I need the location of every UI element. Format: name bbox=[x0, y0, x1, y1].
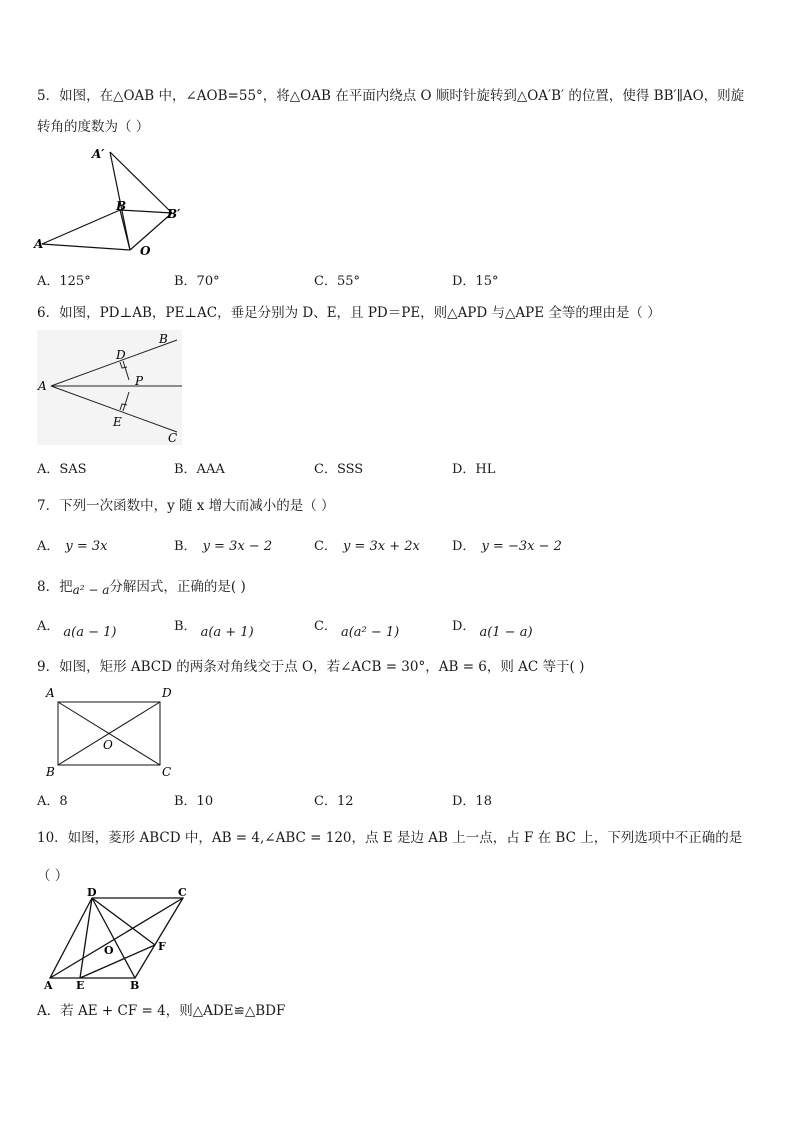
q8-option-a-letter: A． bbox=[37, 619, 60, 634]
q8-option-a bbox=[37, 615, 117, 640]
q7-option-a-formula: y = 3x bbox=[65, 539, 108, 554]
q8-option-d bbox=[452, 615, 533, 640]
q5-stem-line1: 5．如图，在△OAB 中，∠AOB=55°，将△OAB 在平面内绕点 O 顺时针旋转到△OA′B′ 的位置，使得 BB′∥AO，则旋 bbox=[37, 88, 745, 104]
q6-option-a: A．SAS bbox=[37, 462, 87, 477]
q7-option-d-letter: D． bbox=[452, 539, 476, 554]
q5-label-b-prime: B′ bbox=[167, 207, 181, 221]
q10-label-e: E bbox=[76, 979, 85, 992]
q5-label-a-prime: A′ bbox=[92, 147, 105, 161]
q8-option-c-letter: C． bbox=[314, 619, 337, 634]
q5-label-b: B bbox=[116, 199, 127, 213]
q10-label-b: B bbox=[130, 979, 140, 992]
q9-option-c: C．12 bbox=[314, 794, 354, 809]
q9-option-a: A．8 bbox=[37, 794, 68, 809]
q6-label-d: D bbox=[116, 348, 126, 362]
q9-label-c: C bbox=[162, 765, 172, 779]
q7-option-c bbox=[314, 535, 420, 554]
q6-option-b: B．AAA bbox=[174, 462, 225, 477]
q5-option-c: C．55° bbox=[314, 274, 360, 289]
q8-option-a-formula: a(a − 1) bbox=[63, 625, 117, 640]
q8-option-c bbox=[314, 615, 400, 640]
q5-option-b: B．70° bbox=[174, 274, 220, 289]
q10-stem-line2: （ ） bbox=[37, 868, 69, 884]
q7-option-d bbox=[452, 535, 562, 554]
q6-label-b: B bbox=[159, 332, 168, 346]
q9-option-b: B．10 bbox=[174, 794, 214, 809]
q10-figure bbox=[40, 888, 195, 993]
q7-option-b-formula: y = 3x − 2 bbox=[202, 539, 273, 554]
q5-label-a: A bbox=[34, 237, 44, 251]
q6-option-d: D．HL bbox=[452, 462, 496, 477]
q9-label-a: A bbox=[46, 686, 55, 700]
q10-stem-line1: 10．如图，菱形 ABCD 中，AB = 4,∠ABC = 120，点 E 是边 AB 上一点，占 F 在 BC 上，下列选项中不正确的是 bbox=[37, 830, 743, 846]
q5-figure bbox=[30, 140, 200, 260]
q8-stem-post: 分解因式，正确的是( ) bbox=[109, 579, 246, 595]
q7-stem: 7．下列一次函数中，y 随 x 增大而减小的是（ ） bbox=[37, 498, 335, 514]
q8-stem bbox=[37, 575, 246, 595]
q6-label-c: C bbox=[168, 431, 178, 445]
q7-option-a bbox=[37, 535, 108, 554]
q6-label-e: E bbox=[113, 415, 122, 429]
q5-option-a: A．125° bbox=[37, 274, 91, 289]
q5-option-d: D．15° bbox=[452, 274, 499, 289]
q8-option-d-letter: D． bbox=[452, 619, 476, 634]
q7-option-b-letter: B． bbox=[174, 539, 197, 554]
q5-stem-line2: 转角的度数为（ ） bbox=[37, 119, 150, 135]
q9-figure bbox=[40, 683, 180, 783]
q6-stem: 6．如图，PD⊥AB，PE⊥AC，垂足分别为 D、E，且 PD＝PE，则△APD 与△APE 全等的理由是（ ） bbox=[37, 305, 661, 321]
q7-option-d-formula: y = −3x − 2 bbox=[481, 539, 562, 554]
q6-option-c: C．SSS bbox=[314, 462, 364, 477]
q9-label-o: O bbox=[103, 738, 113, 752]
q8-option-b-letter: B． bbox=[174, 619, 197, 634]
q10-label-c: C bbox=[178, 886, 187, 899]
q10-option-a: A．若 AE + CF = 4，则△ADE≌△BDF bbox=[37, 1003, 286, 1019]
q9-label-b: B bbox=[46, 765, 55, 779]
q10-label-a: A bbox=[44, 979, 53, 992]
q10-label-f: F bbox=[158, 940, 166, 953]
q8-stem-pre: 8．把 bbox=[37, 579, 73, 595]
q8-option-b-formula: a(a + 1) bbox=[200, 625, 254, 640]
q6-figure bbox=[37, 330, 182, 445]
q9-label-d: D bbox=[162, 686, 172, 700]
q5-label-o: O bbox=[140, 244, 151, 258]
q7-option-c-formula: y = 3x + 2x bbox=[342, 539, 420, 554]
q9-option-d: D．18 bbox=[452, 794, 492, 809]
q10-label-o: O bbox=[104, 944, 114, 957]
q6-label-p: P bbox=[135, 374, 144, 388]
q7-option-a-letter: A． bbox=[37, 539, 60, 554]
q7-option-c-letter: C． bbox=[314, 539, 337, 554]
q10-label-d: D bbox=[87, 886, 97, 899]
q8-option-b bbox=[174, 615, 254, 640]
q8-stem-expr: a² − a bbox=[72, 583, 110, 597]
q7-option-b bbox=[174, 535, 272, 554]
q8-option-c-formula: a(a² − 1) bbox=[340, 625, 400, 640]
q8-option-d-formula: a(1 − a) bbox=[479, 625, 533, 640]
q6-label-a: A bbox=[38, 379, 47, 393]
q9-stem: 9．如图，矩形 ABCD 的两条对角线交于点 O，若∠ACB = 30°，AB = 6，则 AC 等于( ) bbox=[37, 659, 585, 675]
